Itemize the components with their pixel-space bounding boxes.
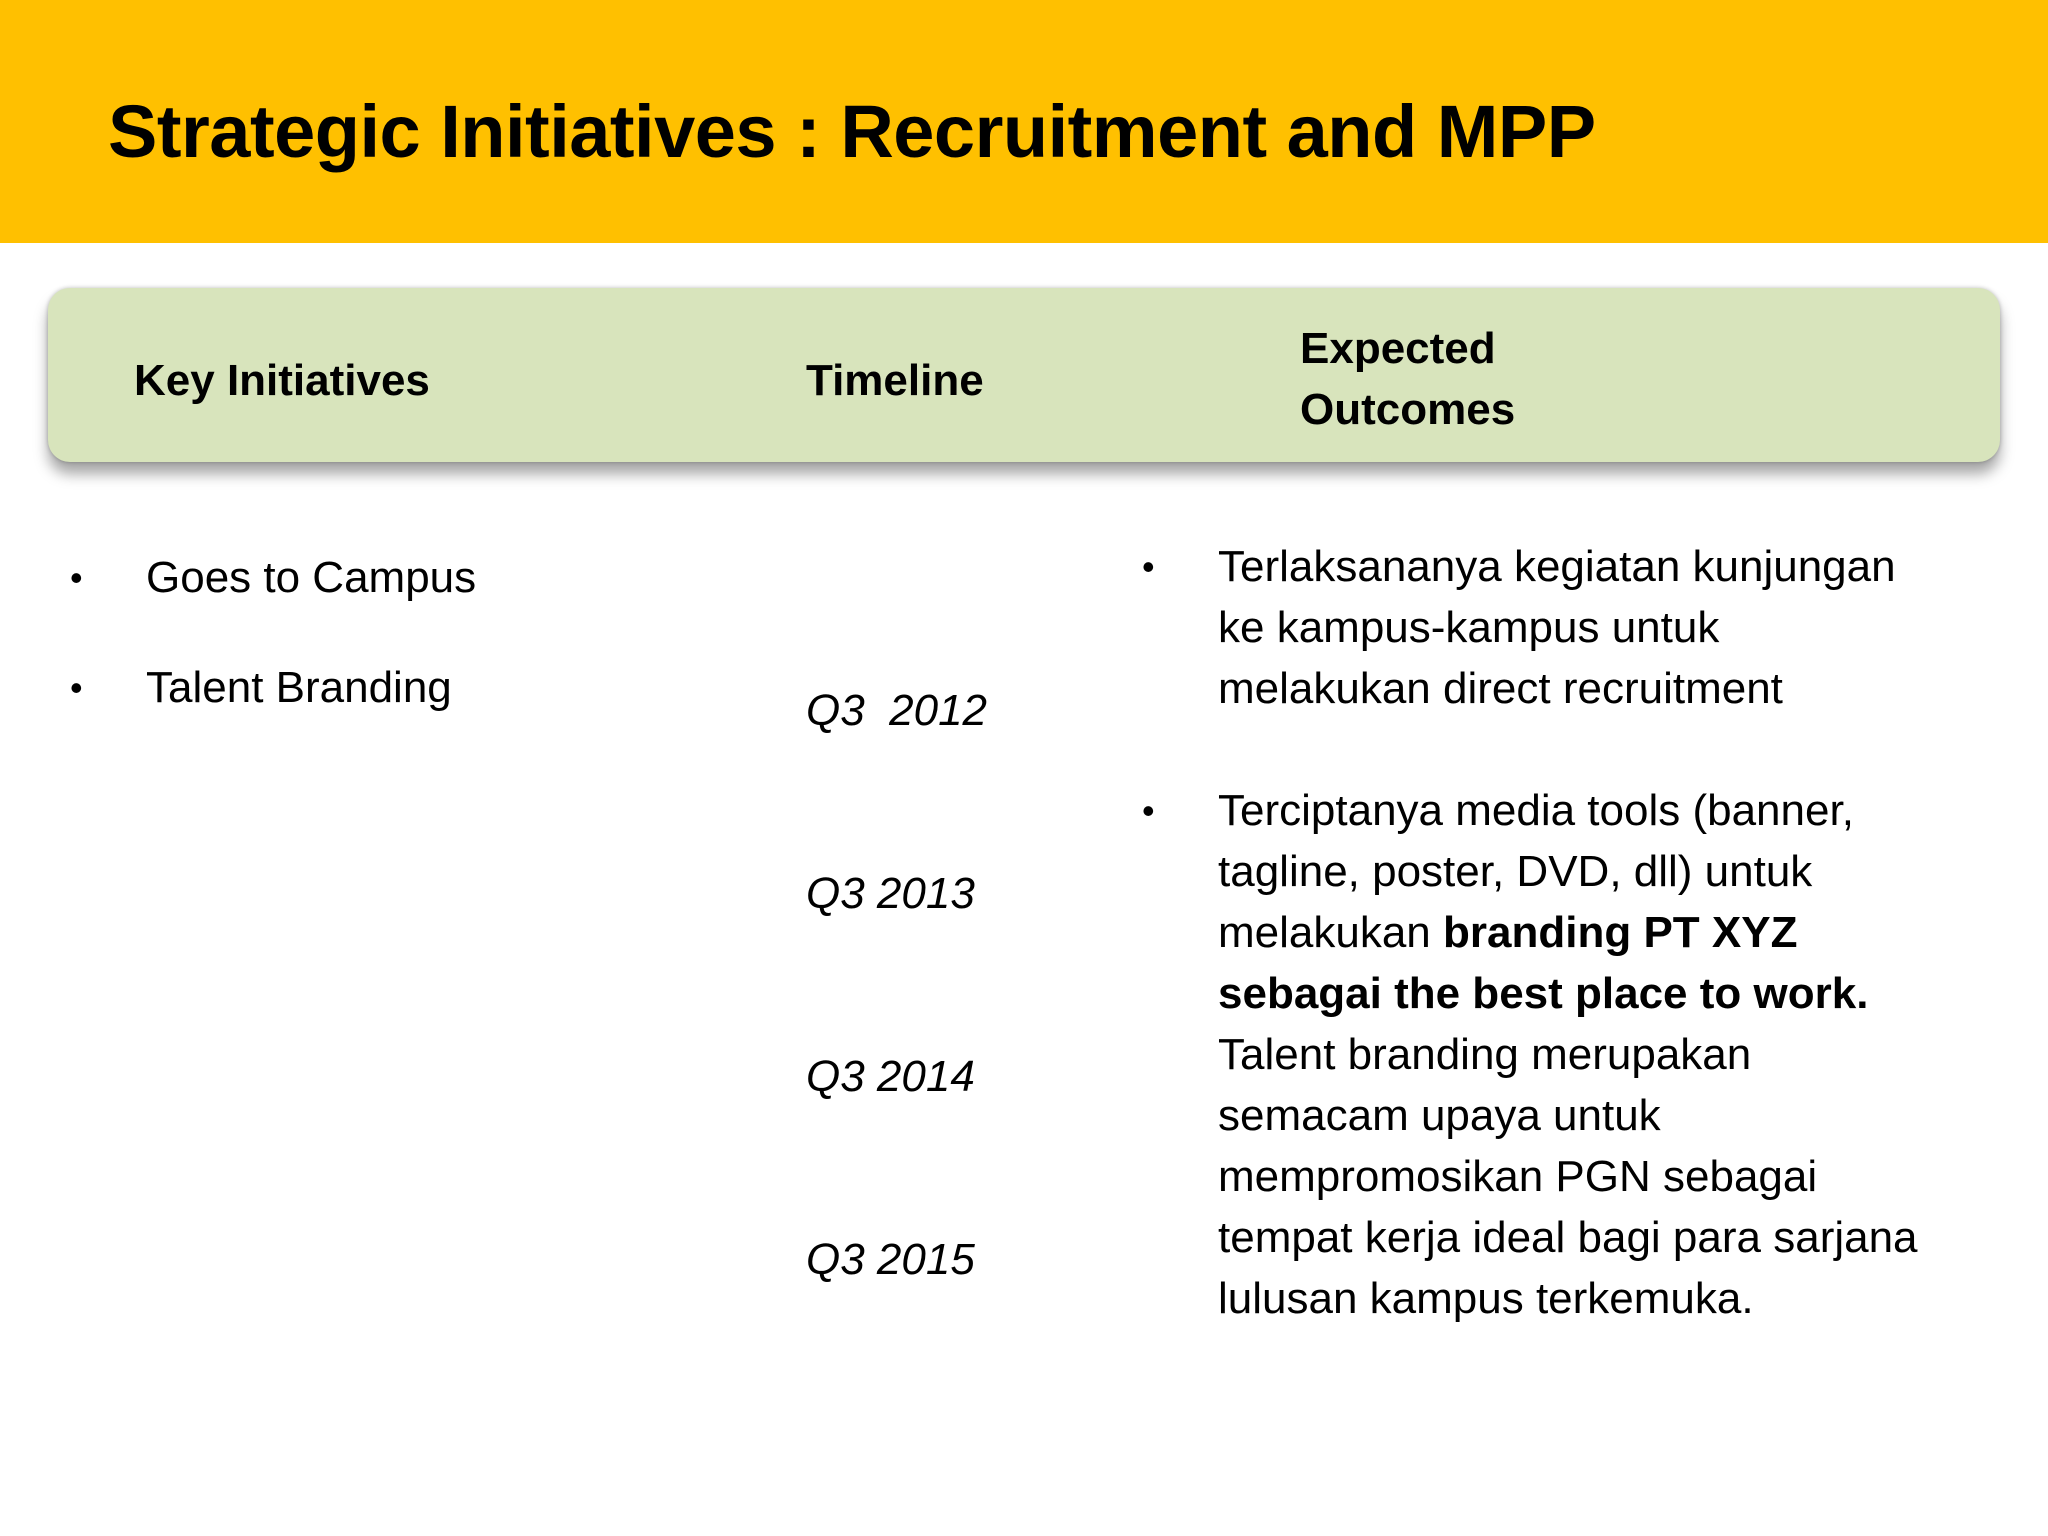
timeline-item: Q3 2013	[806, 869, 975, 918]
timeline-item: Q3 2015	[806, 1235, 975, 1284]
list-item	[1142, 780, 1932, 1329]
outcome-text-suffix: Talent branding merupakan semacam upaya untuk mempromosikan PGN sebagai tempat kerja ideal bagi para sarjana lulusan kampus terkemuka.	[1218, 1030, 1918, 1323]
outcome-text-prefix: Terciptanya media tools (banner, tagline, poster, DVD, dll) untuk melakukan	[1218, 786, 1854, 957]
bullet-icon: •	[1142, 546, 1155, 587]
timeline-item: Q3 2012	[806, 686, 988, 735]
header-key-initiatives: Key Initiatives	[134, 356, 430, 405]
bullet-icon: •	[1142, 790, 1155, 831]
list-item	[70, 547, 710, 608]
list-item	[70, 657, 710, 718]
timeline-item: Q3 2014	[806, 1052, 975, 1101]
bullet-icon: •	[70, 667, 83, 708]
initiative-text: Goes to Campus	[146, 553, 477, 602]
header-timeline: Timeline	[806, 356, 984, 405]
list-item	[1142, 536, 1932, 719]
timeline-list	[806, 558, 987, 1412]
bullet-icon: •	[70, 557, 83, 598]
outcome-text: Terlaksananya kegiatan kunjungan ke kampus-kampus untuk melakukan direct recruitment	[1218, 542, 1896, 713]
outcome-text-bold: branding PT XYZ sebagai the best place to work.	[1218, 908, 1869, 1018]
initiative-text: Talent Branding	[146, 663, 452, 712]
header-expected-outcomes: Expected Outcomes	[1300, 324, 1516, 434]
slide-title: Strategic Initiatives : Recruitment and MPP	[108, 90, 1596, 173]
key-initiatives-list	[70, 547, 710, 767]
expected-outcomes-list	[1142, 536, 1932, 1390]
